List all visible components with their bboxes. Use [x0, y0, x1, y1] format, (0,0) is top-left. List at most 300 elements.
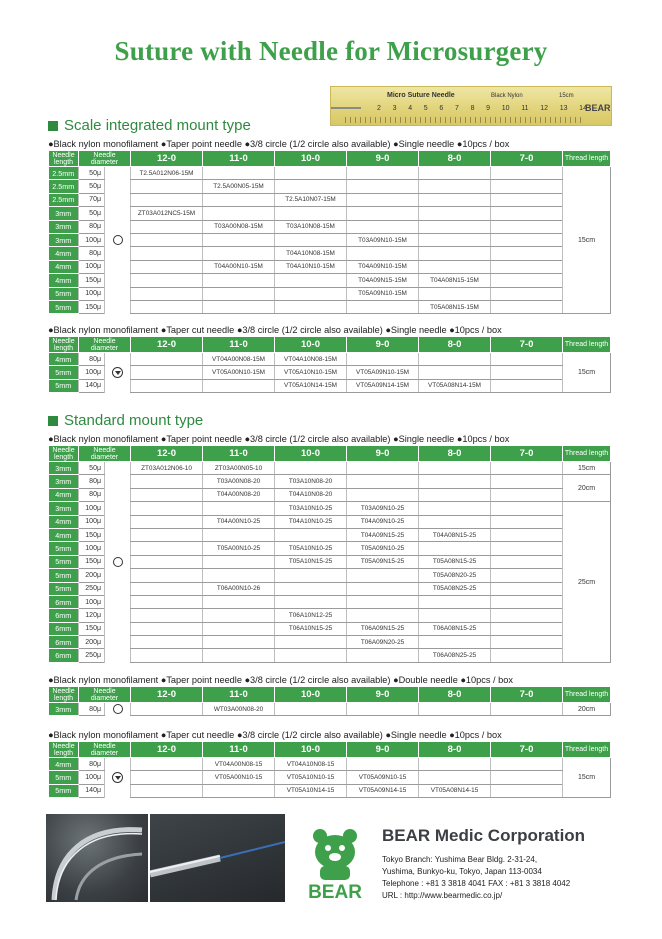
- product-code-cell: [491, 649, 563, 662]
- header-size: 7-0: [491, 151, 563, 167]
- product-code-cell: [491, 353, 563, 366]
- product-code-cell: T04A00N08-20: [203, 488, 275, 501]
- header-needle-length: Needle length: [49, 151, 79, 167]
- product-code-cell: T05A10N10-25: [275, 542, 347, 555]
- product-code-cell: [419, 609, 491, 622]
- table-row: [49, 636, 611, 649]
- product-code-cell: VT05A10N14-15M: [275, 379, 347, 392]
- needle-diameter-cell: 100μ: [79, 233, 105, 246]
- product-code-cell: VT05A09N10-15: [347, 771, 419, 784]
- header-thread-length: Thread length: [563, 687, 611, 703]
- product-code-cell: [131, 247, 203, 260]
- product-code-cell: [131, 649, 203, 662]
- product-code-cell: T03A10N10-25: [275, 502, 347, 515]
- product-code-cell: [347, 569, 419, 582]
- product-table-scale-taper-point: [48, 150, 611, 314]
- header-needle-diameter: Needle diameter: [79, 151, 131, 167]
- table-row: [49, 300, 611, 313]
- needle-diameter-cell: 120μ: [79, 609, 105, 622]
- product-code-cell: [491, 300, 563, 313]
- needle-diameter-cell: 80μ: [79, 353, 105, 366]
- product-code-cell: [203, 649, 275, 662]
- ruler-number: 12: [540, 105, 548, 112]
- product-code-cell: [203, 167, 275, 180]
- product-code-cell: T05A08N25-25: [419, 582, 491, 595]
- needle-diameter-cell: 50μ: [79, 207, 105, 220]
- product-code-cell: [419, 636, 491, 649]
- header-size: 10-0: [275, 337, 347, 353]
- thread-length-cell: 20cm: [563, 703, 611, 716]
- table-row: [49, 528, 611, 541]
- header-size: 7-0: [491, 687, 563, 703]
- header-size: 9-0: [347, 742, 419, 758]
- page-title: Suture with Needle for Microsurgery: [114, 36, 548, 66]
- product-code-cell: [419, 193, 491, 206]
- table-row: [49, 771, 611, 784]
- ruler-label: Micro Suture Needle: [387, 92, 455, 99]
- needle-diameter-cell: 80μ: [79, 220, 105, 233]
- product-code-cell: T04A10N08-20: [275, 488, 347, 501]
- product-code-cell: [491, 260, 563, 273]
- product-code-cell: [347, 703, 419, 716]
- product-code-cell: [131, 379, 203, 392]
- product-code-cell: [203, 555, 275, 568]
- header-size: 10-0: [275, 742, 347, 758]
- product-code-cell: [131, 220, 203, 233]
- product-code-cell: [491, 569, 563, 582]
- product-code-cell: [203, 784, 275, 797]
- product-code-cell: VT05A10N14-15: [275, 784, 347, 797]
- product-code-cell: [491, 636, 563, 649]
- header-size: 9-0: [347, 151, 419, 167]
- thread-length-cell: 15cm: [563, 167, 611, 314]
- table-row: [49, 180, 611, 193]
- product-code-cell: [419, 758, 491, 771]
- product-code-cell: [203, 233, 275, 246]
- needle-length-cell: 4mm: [49, 274, 79, 287]
- ruler-ticks: [345, 117, 581, 123]
- needle-diameter-cell: 50μ: [79, 167, 105, 180]
- product-code-cell: [203, 379, 275, 392]
- ruler-number: 13: [559, 105, 568, 112]
- ruler-number: 6: [439, 105, 444, 112]
- product-code-cell: [275, 233, 347, 246]
- product-code-cell: [131, 353, 203, 366]
- table-row: [49, 475, 611, 488]
- product-code-cell: [131, 784, 203, 797]
- needle-diameter-cell: 200μ: [79, 636, 105, 649]
- product-code-cell: [131, 542, 203, 555]
- table-row: [49, 784, 611, 797]
- table-row: [49, 247, 611, 260]
- product-table-standard-taper-cut: [48, 741, 611, 798]
- product-code-cell: [131, 502, 203, 515]
- product-code-cell: [491, 207, 563, 220]
- product-code-cell: VT05A10N10-15M: [275, 366, 347, 379]
- product-code-cell: [131, 569, 203, 582]
- needle-length-cell: 2.5mm: [49, 167, 79, 180]
- needle-length-cell: 6mm: [49, 595, 79, 608]
- needle-diameter-cell: 200μ: [79, 569, 105, 582]
- needle-diameter-cell: 100μ: [79, 595, 105, 608]
- needle-length-cell: 5mm: [49, 784, 79, 797]
- thread-length-cell: 20cm: [563, 475, 611, 502]
- product-code-cell: [347, 353, 419, 366]
- needle-diameter-cell: 150μ: [79, 622, 105, 635]
- thread-length-cell: 25cm: [563, 502, 611, 663]
- header-needle-length: Needle length: [49, 742, 79, 758]
- product-code-cell: T05A08N15-25: [419, 555, 491, 568]
- product-code-cell: [131, 300, 203, 313]
- section-heading-standard-mount: [48, 412, 203, 429]
- needle-length-cell: 4mm: [49, 353, 79, 366]
- table-row: [49, 622, 611, 635]
- product-code-cell: VT04A10N08-15M: [275, 353, 347, 366]
- table-row: [49, 595, 611, 608]
- needle-diameter-cell: 250μ: [79, 649, 105, 662]
- needle-diameter-cell: 100μ: [79, 542, 105, 555]
- product-code-cell: [491, 595, 563, 608]
- product-code-cell: T2.5A10N07-15M: [275, 193, 347, 206]
- header-size: 9-0: [347, 687, 419, 703]
- table-subheading: ●Black nylon monofilament ●Taper point needle ●3/8 circle (1/2 circle also available) ●Double needle ●10pcs / box: [48, 675, 513, 685]
- header-needle-length: Needle length: [49, 687, 79, 703]
- ruler-length: 15cm: [559, 93, 574, 99]
- needle-diameter-cell: 80μ: [79, 488, 105, 501]
- product-code-cell: WT03A00N08-20: [203, 703, 275, 716]
- product-code-cell: VT05A09N14-15M: [347, 379, 419, 392]
- product-code-cell: [347, 207, 419, 220]
- product-code-cell: [491, 582, 563, 595]
- table-row: [49, 274, 611, 287]
- product-code-cell: [347, 167, 419, 180]
- product-code-cell: [491, 542, 563, 555]
- product-code-cell: [131, 274, 203, 287]
- header-size: 7-0: [491, 337, 563, 353]
- header-size: 8-0: [419, 151, 491, 167]
- product-code-cell: T04A00N10-15M: [203, 260, 275, 273]
- table-row: [49, 353, 611, 366]
- needle-shape-cell: [105, 353, 131, 393]
- product-code-cell: [275, 462, 347, 475]
- needle-length-cell: 3mm: [49, 220, 79, 233]
- table-row: [49, 220, 611, 233]
- product-code-cell: T04A09N15-15M: [347, 274, 419, 287]
- needle-length-cell: 5mm: [49, 582, 79, 595]
- header-thread-length: Thread length: [563, 151, 611, 167]
- needle-length-cell: 3mm: [49, 233, 79, 246]
- table-row: [49, 515, 611, 528]
- header-thread-length: Thread length: [563, 337, 611, 353]
- needle-length-cell: 4mm: [49, 488, 79, 501]
- product-code-cell: [347, 609, 419, 622]
- needle-length-cell: 3mm: [49, 475, 79, 488]
- product-code-cell: T03A10N08-15M: [275, 220, 347, 233]
- product-code-cell: [131, 515, 203, 528]
- header-size: 10-0: [275, 446, 347, 462]
- product-code-cell: [131, 180, 203, 193]
- product-code-cell: [275, 595, 347, 608]
- section-heading-text: Scale integrated mount type: [64, 117, 251, 134]
- header-size: 7-0: [491, 446, 563, 462]
- product-code-cell: [131, 260, 203, 273]
- ruler-number: 8: [470, 105, 475, 112]
- product-code-cell: [347, 758, 419, 771]
- product-code-cell: [491, 703, 563, 716]
- needle-diameter-cell: 100μ: [79, 366, 105, 379]
- product-code-cell: T05A08N20-25: [419, 569, 491, 582]
- table-row: [49, 233, 611, 246]
- product-code-cell: [419, 233, 491, 246]
- product-code-cell: [491, 528, 563, 541]
- needle-length-cell: 3mm: [49, 703, 79, 716]
- needle-shape-cell: [105, 167, 131, 314]
- needle-length-cell: 4mm: [49, 247, 79, 260]
- thread-length-cell: 15cm: [563, 353, 611, 393]
- needle-diameter-cell: 70μ: [79, 193, 105, 206]
- table-subheading: ●Black nylon monofilament ●Taper cut needle ●3/8 circle (1/2 circle also available) ●Single needle ●10pcs / box: [48, 730, 502, 740]
- table-row: [49, 703, 611, 716]
- product-code-cell: T05A10N15-25: [275, 555, 347, 568]
- needle-length-cell: 5mm: [49, 555, 79, 568]
- ruler-scale-numbers: [377, 105, 587, 112]
- product-code-cell: [491, 488, 563, 501]
- product-code-cell: [419, 488, 491, 501]
- product-code-cell: [419, 220, 491, 233]
- needle-length-cell: 6mm: [49, 649, 79, 662]
- bear-logo: [300, 826, 370, 902]
- product-code-cell: T05A08N15-15M: [419, 300, 491, 313]
- product-code-cell: [131, 703, 203, 716]
- taper-cut-needle-icon: [112, 367, 123, 378]
- needle-diameter-cell: 50μ: [79, 180, 105, 193]
- header-size: 11-0: [203, 446, 275, 462]
- product-code-cell: [275, 636, 347, 649]
- product-code-cell: [131, 475, 203, 488]
- needle-length-cell: 6mm: [49, 609, 79, 622]
- needle-diameter-cell: 80μ: [79, 703, 105, 716]
- product-code-cell: [419, 462, 491, 475]
- product-code-cell: T05A09N10-25: [347, 542, 419, 555]
- product-code-cell: [419, 502, 491, 515]
- product-code-cell: [131, 758, 203, 771]
- product-code-cell: ZT03A012NC5-15M: [131, 207, 203, 220]
- product-code-cell: T03A09N10-25: [347, 502, 419, 515]
- header-needle-diameter: Needle diameter: [79, 687, 131, 703]
- product-code-cell: T06A09N15-25: [347, 622, 419, 635]
- product-code-cell: [347, 475, 419, 488]
- product-code-cell: [491, 622, 563, 635]
- table-subheading: ●Black nylon monofilament ●Taper cut needle ●3/8 circle (1/2 circle also available) ●Single needle ●10pcs / box: [48, 325, 502, 335]
- product-code-cell: [347, 462, 419, 475]
- needle-length-cell: 5mm: [49, 287, 79, 300]
- product-code-cell: VT04A00N08-15: [203, 758, 275, 771]
- product-code-cell: T06A10N15-25: [275, 622, 347, 635]
- thread-length-cell: 15cm: [563, 462, 611, 475]
- table-row: [49, 649, 611, 662]
- ruler-number: 2: [377, 105, 381, 112]
- product-code-cell: [419, 180, 491, 193]
- product-code-cell: [131, 193, 203, 206]
- product-code-cell: [491, 379, 563, 392]
- product-code-cell: [131, 582, 203, 595]
- product-code-cell: [203, 300, 275, 313]
- needle-shape-cell: [105, 703, 131, 716]
- header-size: 11-0: [203, 151, 275, 167]
- needle-diameter-cell: 100μ: [79, 502, 105, 515]
- header-needle-diameter: Needle diameter: [79, 337, 131, 353]
- product-code-cell: T06A08N25-25: [419, 649, 491, 662]
- taper-point-needle-icon: [113, 704, 123, 714]
- product-code-cell: VT04A10N08-15: [275, 758, 347, 771]
- product-code-cell: [491, 555, 563, 568]
- ruler-number: 3: [392, 105, 397, 112]
- header-size: 8-0: [419, 687, 491, 703]
- product-code-cell: [275, 274, 347, 287]
- product-code-cell: [275, 528, 347, 541]
- header-size: 12-0: [131, 151, 203, 167]
- product-code-cell: [491, 287, 563, 300]
- thread-length-cell: 15cm: [563, 758, 611, 798]
- product-code-cell: [491, 233, 563, 246]
- product-code-cell: [419, 475, 491, 488]
- product-code-cell: [203, 569, 275, 582]
- product-code-cell: [419, 542, 491, 555]
- needle-length-cell: 5mm: [49, 771, 79, 784]
- product-code-cell: [203, 287, 275, 300]
- needle-length-cell: 3mm: [49, 502, 79, 515]
- header-size: 9-0: [347, 337, 419, 353]
- product-code-cell: [203, 609, 275, 622]
- product-code-cell: T04A09N10-15M: [347, 260, 419, 273]
- header-size: 9-0: [347, 446, 419, 462]
- product-code-cell: [131, 233, 203, 246]
- product-code-cell: T06A09N20-25: [347, 636, 419, 649]
- needle-diameter-cell: 150μ: [79, 528, 105, 541]
- product-code-cell: [419, 353, 491, 366]
- needle-length-cell: 6mm: [49, 636, 79, 649]
- needle-photo-closeup: [46, 814, 148, 902]
- product-code-cell: [275, 703, 347, 716]
- product-code-cell: T03A00N08-20: [203, 475, 275, 488]
- header-size: 12-0: [131, 337, 203, 353]
- product-code-cell: [419, 515, 491, 528]
- needle-diameter-cell: 100μ: [79, 771, 105, 784]
- product-code-cell: [419, 771, 491, 784]
- needle-diameter-cell: 140μ: [79, 784, 105, 797]
- product-code-cell: T04A08N15-25: [419, 528, 491, 541]
- product-code-cell: ZT03A00N05-10: [203, 462, 275, 475]
- address-line: Yushima, Bunkyo-ku, Tokyo, Japan 113-0034: [382, 867, 542, 876]
- product-code-cell: [347, 180, 419, 193]
- product-code-cell: [131, 555, 203, 568]
- product-code-cell: [275, 300, 347, 313]
- ruler-number: 9: [486, 105, 491, 112]
- needle-shape-cell: [105, 758, 131, 798]
- needle-diameter-cell: 100μ: [79, 260, 105, 273]
- product-code-cell: VT05A00N10-15: [203, 771, 275, 784]
- ruler-number: 10: [501, 105, 510, 112]
- needle-length-cell: 5mm: [49, 300, 79, 313]
- product-code-cell: T03A10N08-20: [275, 475, 347, 488]
- table-row: [49, 207, 611, 220]
- product-code-cell: [347, 300, 419, 313]
- taper-point-needle-icon: [113, 557, 123, 567]
- header-size: 8-0: [419, 742, 491, 758]
- header-needle-diameter: Needle diameter: [79, 742, 131, 758]
- product-code-cell: VT05A10N10-15: [275, 771, 347, 784]
- product-code-cell: [491, 475, 563, 488]
- table-row: [49, 366, 611, 379]
- header-needle-length: Needle length: [49, 337, 79, 353]
- product-code-cell: [491, 247, 563, 260]
- product-code-cell: T2.5A00N05-15M: [203, 180, 275, 193]
- table-row: [49, 260, 611, 273]
- header-size: 10-0: [275, 687, 347, 703]
- product-code-cell: ZT03A012N06-10: [131, 462, 203, 475]
- table-row: [49, 758, 611, 771]
- section-heading-text: Standard mount type: [64, 412, 204, 429]
- taper-point-needle-icon: [113, 235, 123, 245]
- product-code-cell: T06A10N12-25: [275, 609, 347, 622]
- table-row: [49, 488, 611, 501]
- needle-diameter-cell: 50μ: [79, 462, 105, 475]
- needle-length-cell: 5mm: [49, 569, 79, 582]
- product-code-cell: [275, 649, 347, 662]
- needle-diameter-cell: 150μ: [79, 555, 105, 568]
- header-size: 11-0: [203, 687, 275, 703]
- header-size: 12-0: [131, 742, 203, 758]
- taper-cut-needle-icon: [112, 772, 123, 783]
- address-line: Telephone : +81 3 3818 4041 FAX : +81 3 3818 4042: [382, 879, 571, 888]
- product-code-cell: T04A09N10-25: [347, 515, 419, 528]
- square-bullet-icon: [48, 121, 58, 131]
- product-code-cell: [131, 609, 203, 622]
- product-code-cell: [347, 220, 419, 233]
- product-code-cell: T04A10N10-25: [275, 515, 347, 528]
- table-row: [49, 287, 611, 300]
- product-code-cell: T05A09N15-25: [347, 555, 419, 568]
- product-code-cell: VT05A08N14-15M: [419, 379, 491, 392]
- needle-length-cell: 2.5mm: [49, 193, 79, 206]
- table-row: [49, 502, 611, 515]
- ruler-number: 14: [579, 105, 587, 112]
- header-size: 8-0: [419, 337, 491, 353]
- product-code-cell: T04A09N15-25: [347, 528, 419, 541]
- needle-length-cell: 4mm: [49, 515, 79, 528]
- needle-diameter-cell: 80μ: [79, 247, 105, 260]
- product-code-cell: [419, 207, 491, 220]
- needle-length-cell: 3mm: [49, 462, 79, 475]
- product-code-cell: [275, 582, 347, 595]
- product-code-cell: [131, 528, 203, 541]
- product-code-cell: T04A10N10-15M: [275, 260, 347, 273]
- product-table-standard-taper-point: [48, 445, 611, 663]
- product-table-standard-double-needle: [48, 686, 611, 716]
- table-row: [49, 569, 611, 582]
- table-subheading: ●Black nylon monofilament ●Taper point needle ●3/8 circle (1/2 circle also available) ●Single needle ●10pcs / box: [48, 434, 510, 444]
- product-code-cell: [203, 502, 275, 515]
- product-code-cell: [491, 771, 563, 784]
- product-code-cell: [491, 502, 563, 515]
- header-size: 11-0: [203, 742, 275, 758]
- ruler-number: 5: [423, 105, 428, 112]
- needle-diameter-cell: 80μ: [79, 758, 105, 771]
- header-needle-diameter: Needle diameter: [79, 446, 131, 462]
- needle-diameter-cell: 250μ: [79, 582, 105, 595]
- product-code-cell: [419, 247, 491, 260]
- needle-graphic: [331, 107, 361, 109]
